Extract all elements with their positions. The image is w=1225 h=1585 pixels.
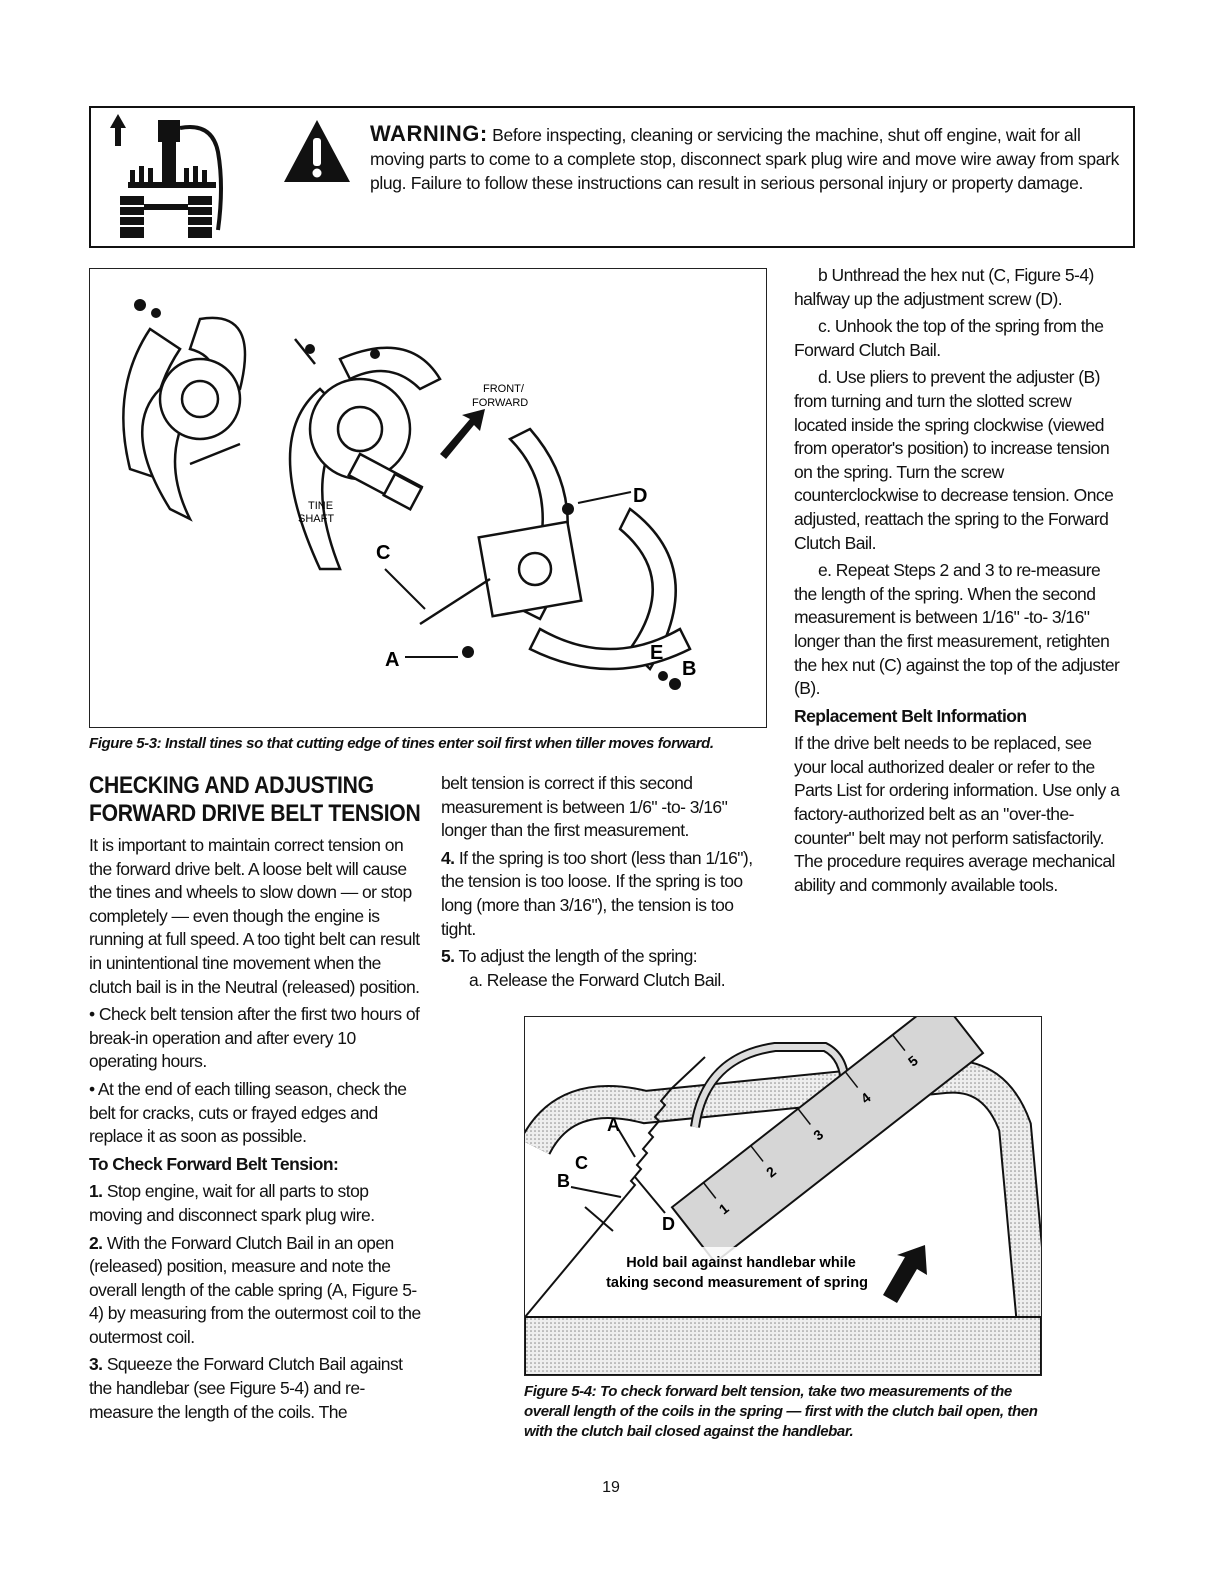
middle-column bbox=[441, 772, 769, 996]
section-heading-line2: FORWARD DRIVE BELT TENSION bbox=[89, 800, 421, 827]
front-label: FRONT/ bbox=[483, 383, 524, 395]
replacement-belt-subhead: Replacement Belt Information bbox=[794, 705, 1027, 726]
step-4: 4. If the spring is too short (less than 1/16"), the tension is too loose. If the spring is too long (more than 3/16"), the tension is too tight. bbox=[441, 847, 753, 939]
page-number: 19 bbox=[602, 1479, 620, 1496]
forward-label: FORWARD bbox=[472, 397, 529, 409]
label-b: B bbox=[557, 1171, 570, 1191]
step-3-continued: belt tension is correct if this second measurement is between 1/6" -to- 3/16" longer than the first measurement. bbox=[441, 773, 728, 841]
callout-line2: taking second measurement of spring bbox=[606, 1275, 868, 1291]
check-tension-subhead: To Check Forward Belt Tension: bbox=[89, 1153, 339, 1174]
ruler-mark-4: 4 bbox=[857, 1089, 874, 1107]
ruler-mark-3: 3 bbox=[810, 1126, 827, 1144]
figure-5-3-caption: Figure 5-3: Install tines so that cutting edge of tines enter soil first when tiller moves forward. bbox=[89, 735, 714, 752]
ruler-mark-2: 2 bbox=[763, 1163, 780, 1181]
callout-line1: Hold bail against handlebar while bbox=[626, 1255, 856, 1271]
figure-5-3-tines-diagram bbox=[90, 269, 766, 727]
label-d: D bbox=[662, 1214, 675, 1234]
shaft-label: SHAFT bbox=[298, 513, 335, 525]
tine-label: TINE bbox=[308, 500, 334, 512]
label-d: D bbox=[633, 485, 648, 507]
bullet-season-end: • At the end of each tilling season, check the belt for cracks, cuts or frayed edges and replace it as soon as possible. bbox=[89, 1078, 407, 1147]
ruler-mark-1: 1 bbox=[715, 1199, 732, 1218]
step-5: 5. To adjust the length of the spring: bbox=[441, 946, 698, 967]
tiller-service-icon bbox=[108, 112, 238, 242]
figure-5-4-caption: Figure 5-4: To check forward belt tension, take two measurements of the overall length of the coils in the spring — first with the clutch bail open, then with the clutch bail closed against the handlebar. bbox=[524, 1383, 1038, 1440]
warning-triangle-icon bbox=[282, 118, 352, 184]
intro-paragraph: It is important to maintain correct tension on the forward drive belt. A loose belt will cause the tines and wheels to slow down — or stop completely — even though the engine is running at full speed. A too tight belt can result in unintentional tine movement when the clutch bail is in the Neutral (released) position. bbox=[89, 835, 420, 997]
label-c: C bbox=[376, 542, 391, 564]
label-c: C bbox=[575, 1153, 588, 1173]
label-e: E bbox=[650, 642, 664, 664]
step-2: 2. With the Forward Clutch Bail in an open (released) position, measure and note the overall length of the cable spring (A, Figure 5-4) by measuring from the outermost coil to the outermost coil. bbox=[89, 1232, 421, 1347]
figure-5-4-handlebar-diagram bbox=[525, 1017, 1041, 1375]
bullet-break-in: • Check belt tension after the first two hours of break-in operation and after every 10 operating hours. bbox=[89, 1004, 420, 1072]
left-column bbox=[89, 772, 424, 1428]
warning-text bbox=[370, 122, 1122, 195]
step-5d: d. Use pliers to prevent the adjuster (B) from turning and turn the slotted screw located inside the spring clockwise (viewed from operator's position) to increase tension on the spring. Turn the screw counterclockwise to decrease tension. Once adjusted, reattach the spring to the Forward Clutch Bail. bbox=[794, 367, 1114, 553]
replacement-belt-paragraph: If the drive belt needs to be replaced, see your local authorized dealer or refer to the Parts List for ordering information. Use only a factory-authorized belt as an "over-the-counter" belt may not perform satisfactorily. The procedure requires average mechanical ability and commonly available tools. bbox=[794, 733, 1120, 895]
step-1: 1. Stop engine, wait for all parts to stop moving and disconnect spark plug wire. bbox=[89, 1181, 375, 1225]
warning-title: WARNING: bbox=[370, 121, 488, 146]
step-5c: c. Unhook the top of the spring from the Forward Clutch Bail. bbox=[794, 316, 1104, 360]
right-column bbox=[794, 264, 1124, 901]
label-b: B bbox=[682, 658, 697, 680]
ruler-mark-5: 5 bbox=[904, 1052, 921, 1070]
step-5a: a. Release the Forward Clutch Bail. bbox=[469, 969, 726, 990]
label-a: A bbox=[385, 649, 400, 671]
label-a: A bbox=[607, 1115, 620, 1135]
step-5e: e. Repeat Steps 2 and 3 to re-measure the length of the spring. When the second measurement is between 1/16" -to- 3/16" longer than the first measurement, retighten the hex nut (C) against the top of the adjuster (B). bbox=[794, 560, 1120, 699]
section-heading-line1: CHECKING AND ADJUSTING bbox=[89, 772, 374, 799]
step-5b: b Unthread the hex nut (C, Figure 5-4) halfway up the adjustment screw (D). bbox=[794, 265, 1094, 309]
warning-body: Before inspecting, cleaning or servicing the machine, shut off engine, wait for all moving parts to come to a complete stop, disconnect spark plug wire and move wire away from spark plug. Failure to follow these instructions can result in serious personal injury or property damage. bbox=[370, 125, 1120, 193]
step-3: 3. Squeeze the Forward Clutch Bail against the handlebar (see Figure 5-4) and re-measure the length of the coils. The bbox=[89, 1354, 403, 1422]
squeeze-arrow-icon bbox=[883, 1245, 927, 1303]
